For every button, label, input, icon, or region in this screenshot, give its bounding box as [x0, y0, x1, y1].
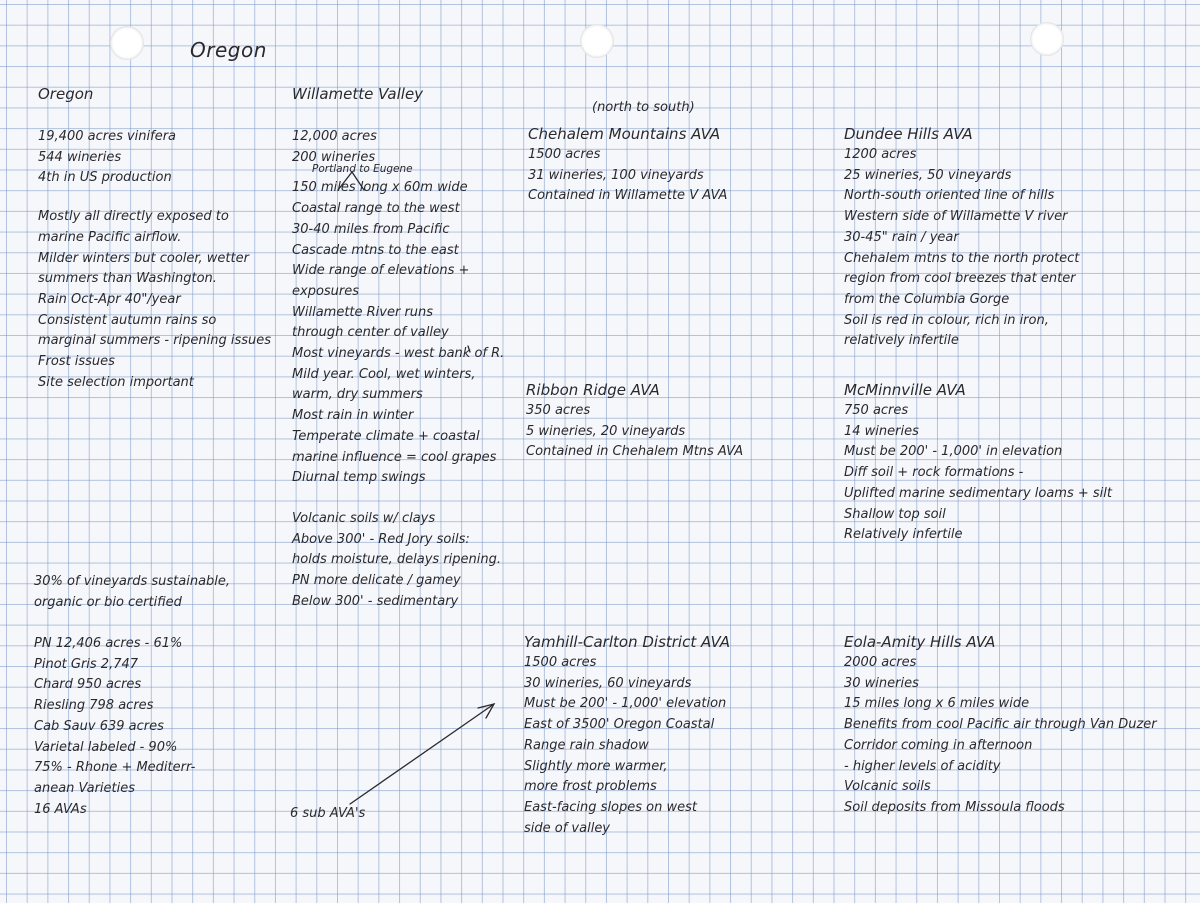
list-item: warm, dry summers [292, 387, 423, 403]
list-item: Benefits from cool Pacific air through Van Duzer [844, 717, 1157, 733]
list-item: Chehalem mtns to the north protect [844, 250, 1080, 266]
list-item: Most rain in winter [292, 408, 414, 424]
list-item: marine influence = cool grapes [292, 449, 497, 465]
insert-caret-arrow [338, 172, 364, 190]
list-item: 30 wineries [844, 675, 919, 691]
list-item: 1200 acres [844, 147, 917, 162]
list-item: Must be 200' - 1,000' in elevation [844, 444, 1063, 460]
list-item: relatively infertile [844, 333, 959, 349]
list-item: 31 wineries, 100 vineyards [528, 167, 704, 183]
list-item: Soil is red in colour, rich in iron, [844, 312, 1049, 328]
list-item: Must be 200' - 1,000' elevation [524, 696, 727, 712]
list-item: Varietal labeled - 90% [34, 739, 178, 755]
list-item: Coastal range to the west [292, 201, 460, 217]
list-item: 750 acres [844, 403, 909, 418]
list-item: East of 3500' Oregon Coastal [524, 717, 715, 733]
dundee-hills-heading: Dundee Hills AVA [844, 125, 973, 143]
list-item: marginal summers - ripening issues [38, 333, 272, 349]
list-item: Cab Sauv 639 acres [34, 718, 164, 734]
list-item: more frost problems [524, 779, 657, 795]
list-item: marine Pacific airflow. [38, 229, 182, 245]
list-item: Volcanic soils [844, 779, 931, 795]
list-item: region from cool breezes that enter [844, 271, 1076, 287]
list-item: Relatively infertile [844, 527, 963, 543]
list-item: Mild year. Cool, wet winters, [292, 366, 476, 382]
mcminnville-heading: McMinnville AVA [844, 381, 966, 399]
ribbon-ridge-heading: Ribbon Ridge AVA [526, 381, 660, 399]
sub-ava-note: 6 sub AVA's [290, 806, 366, 821]
list-item: Frost issues [38, 354, 115, 370]
oregon-heading: Oregon [38, 85, 94, 103]
underline-mark [468, 346, 470, 352]
list-item: Chard 950 acres [34, 677, 142, 693]
list-item: 15 miles long x 6 miles wide [844, 696, 1030, 712]
willamette-heading: Willamette Valley [292, 85, 424, 103]
list-item: Most vineyards - west bank of R. [292, 346, 505, 362]
list-item: PN 12,406 acres - 61% [34, 636, 183, 651]
list-item: 12,000 acres [292, 129, 377, 144]
list-item: through center of valley [292, 325, 449, 341]
list-item: Contained in Willamette V AVA [528, 188, 728, 204]
list-item: side of valley [524, 820, 611, 836]
list-item: 5 wineries, 20 vineyards [526, 423, 686, 439]
list-item: Site selection important [38, 374, 194, 390]
list-item: organic or bio certified [34, 594, 182, 610]
list-item: Uplifted marine sedimentary loams + silt [844, 485, 1112, 501]
list-item: Diurnal temp swings [292, 470, 426, 486]
list-item: Temperate climate + coastal [292, 428, 480, 444]
list-item: Cascade mtns to the east [292, 242, 459, 258]
page-title: Oregon [190, 38, 267, 62]
list-item: anean Varieties [34, 780, 136, 796]
list-item: 1500 acres [524, 655, 597, 670]
list-item: Pinot Gris 2,747 [34, 656, 139, 672]
list-item: 14 wineries [844, 423, 919, 439]
list-item: Above 300' - Red Jory soils: [292, 531, 470, 547]
list-item: summers than Washington. [38, 271, 217, 287]
list-item: 19,400 acres vinifera [38, 129, 177, 144]
list-item: 25 wineries, 50 vineyards [844, 167, 1012, 183]
list-item: Mostly all directly exposed to [38, 209, 229, 225]
list-item: 350 acres [526, 403, 591, 418]
list-item: Rain Oct-Apr 40"/year [38, 291, 181, 307]
list-item: 1500 acres [528, 147, 601, 162]
list-item: Diff soil + rock formations - [844, 465, 1024, 481]
sub-ava-arrow [350, 704, 494, 804]
list-item: 200 wineries [292, 149, 376, 165]
list-item: Riesling 798 acres [34, 698, 154, 714]
list-item: 30-40 miles from Pacific [292, 221, 450, 237]
list-item: East-facing slopes on west [524, 799, 697, 815]
list-item: Milder winters but cooler, wetter [38, 250, 249, 266]
list-item: holds moisture, delays ripening. [292, 552, 502, 568]
list-item: Soil deposits from Missoula floods [844, 799, 1065, 815]
list-item: - higher levels of acidity [844, 758, 1001, 774]
list-item: exposures [292, 283, 360, 299]
list-item: Shallow top soil [844, 506, 946, 522]
list-item: Western side of Willamette V river [844, 209, 1068, 225]
yamhill-carlton-heading: Yamhill-Carlton District AVA [524, 633, 731, 651]
list-item: 544 wineries [38, 149, 122, 165]
list-item: 30% of vineyards sustainable, [34, 574, 231, 589]
list-item: 4th in US production [38, 170, 172, 186]
list-item: Contained in Chehalem Mtns AVA [526, 444, 744, 460]
list-item: Range rain shadow [524, 737, 649, 753]
chehalem-heading: Chehalem Mountains AVA [528, 125, 721, 143]
list-item: 30-45" rain / year [844, 229, 959, 245]
list-item: 16 AVAs [34, 801, 87, 817]
list-item: Willamette River runs [292, 304, 434, 320]
list-item: 75% - Rhone + Mediterr- [34, 760, 196, 776]
list-item: from the Columbia Gorge [844, 291, 1010, 307]
list-item: 2000 acres [844, 655, 917, 670]
list-item: 30 wineries, 60 vineyards [524, 675, 692, 691]
list-item: North-south oriented line of hills [844, 188, 1055, 204]
direction-note: (north to south) [592, 100, 695, 115]
list-item: Wide range of elevations + [292, 263, 470, 279]
list-item: Corridor coming in afternoon [844, 737, 1033, 753]
willamette-insert-note: Portland to Eugene [312, 163, 413, 175]
list-item: 150 miles long x 60m wide [292, 180, 468, 196]
list-item: PN more delicate / gamey [292, 573, 461, 589]
list-item: Slightly more warmer, [524, 758, 668, 774]
list-item: Consistent autumn rains so [38, 312, 217, 328]
list-item: Below 300' - sedimentary [292, 593, 459, 609]
list-item: Volcanic soils w/ clays [292, 510, 436, 526]
eola-amity-heading: Eola-Amity Hills AVA [844, 633, 996, 651]
